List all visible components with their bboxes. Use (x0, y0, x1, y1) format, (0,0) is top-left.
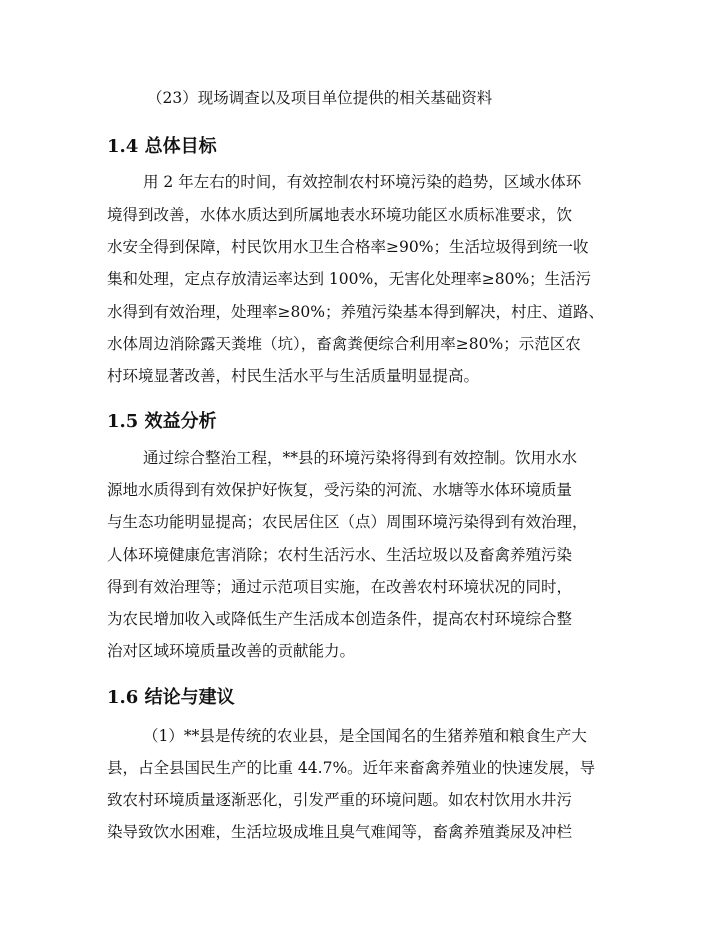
paragraph-line: 与生态功能明显提高；农民居住区（点）周围环境污染得到有效治理， (107, 513, 588, 531)
paragraph-line: 集和处理，定点存放清运率达到 100%，无害化处理率≥80%；生活污 (107, 270, 592, 288)
paragraph-line: 通过综合整治工程，**县的环境污染将得到有效控制。饮用水水 (143, 449, 578, 467)
paragraph-line: 人体环境健康危害消除；农村生活污水、生活垃圾以及畜禽养殖污染 (107, 546, 573, 564)
paragraph-line: 村环境显著改善，村民生活水平与生活质量明显提高。 (107, 367, 480, 385)
paragraph-line: 县，占全县国民生产的比重 44.7%。近年来畜禽养殖业的快速发展，导 (107, 759, 596, 777)
paragraph-line: 为农民增加收入或降低生产生活成本创造条件，提高农村环境综合整 (107, 610, 573, 628)
paragraph-line: 源地水质得到有效保护好恢复，受污染的河流、水塘等水体环境质量 (107, 481, 573, 499)
paragraph-line: 用 2 年左右的时间，有效控制农村环境污染的趋势，区域水体环 (143, 173, 582, 191)
paragraph-line: 染导致饮水困难，生活垃圾成堆且臭气难闻等，畜禽养殖粪尿及冲栏 (107, 823, 573, 841)
section-heading-1-5: 1.5 效益分析 (107, 411, 217, 432)
paragraph-line: 水体周边消除露天粪堆（坑），畜禽粪便综合利用率≥80%；示范区农 (107, 335, 581, 353)
section-heading-1-4: 1.4 总体目标 (107, 136, 217, 157)
paragraph-line: 治对区域环境质量改善的贡献能力。 (107, 642, 356, 660)
intro-item-23: （23）现场调查以及项目单位提供的相关基础资料 (147, 89, 493, 107)
paragraph-line: 得到有效治理等；通过示范项目实施，在改善农村环境状况的同时， (107, 578, 573, 596)
paragraph-line: 水得到有效治理，处理率≥80%；养殖污染基本得到解决，村庄、道路、 (107, 303, 604, 321)
section-heading-1-6: 1.6 结论与建议 (107, 687, 235, 708)
paragraph-line: （1）**县是传统的农业县，是全国闻名的生猪养殖和粮食生产大 (143, 727, 587, 745)
paragraph-line: 致农村环境质量逐渐恶化，引发严重的环境问题。如农村饮用水井污 (107, 791, 573, 809)
paragraph-line: 境得到改善，水体水质达到所属地表水环境功能区水质标准要求，饮 (107, 206, 573, 224)
paragraph-line: 水安全得到保障，村民饮用水卫生合格率≥90%；生活垃圾得到统一收 (107, 238, 589, 256)
